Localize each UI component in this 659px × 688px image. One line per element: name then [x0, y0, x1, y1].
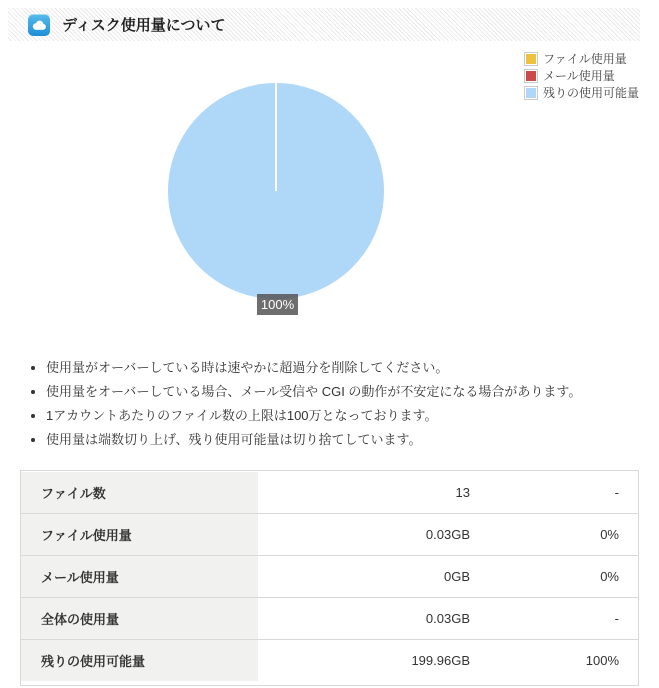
table-row	[21, 513, 638, 555]
row-label: メール使用量	[21, 556, 258, 597]
usage-note: • 使用量は端数切り上げ、残り使用可能量は切り捨てしています。	[46, 428, 581, 452]
row-label: 残りの使用可能量	[21, 640, 258, 681]
legend-item-label: 残りの使用可能量	[543, 86, 640, 100]
row-value: 0.03GB	[425, 611, 470, 626]
row-percent: 0%	[600, 527, 619, 542]
row-value: 0GB	[443, 569, 470, 584]
row-percent: 0%	[600, 569, 619, 584]
table-row	[21, 639, 638, 681]
table-row	[21, 472, 638, 513]
row-label: 全体の使用量	[21, 598, 258, 639]
row-label: ファイル使用量	[21, 514, 258, 555]
legend-item-label: ファイル使用量	[543, 52, 627, 66]
pie-slice-label: 100%	[257, 294, 298, 315]
legend-swatch	[524, 86, 538, 100]
table-row	[21, 597, 638, 639]
row-label: ファイル数	[21, 472, 258, 513]
legend-item	[524, 67, 639, 84]
row-percent: -	[614, 485, 619, 500]
row-value: 0.03GB	[425, 527, 470, 542]
disk-usage-table	[20, 470, 639, 686]
usage-notes-list	[28, 356, 581, 452]
legend-item	[524, 84, 639, 101]
legend-swatch	[524, 69, 538, 83]
usage-note: • 使用量がオーバーしている時は速やかに超過分を削除してください。	[46, 356, 581, 380]
page-title: ディスク使用量について	[62, 17, 226, 34]
usage-note: • 使用量をオーバーしている場合、メール受信や CGI の動作が不安定になる場合があります。	[46, 380, 581, 404]
legend-swatch	[524, 52, 538, 66]
table-row	[21, 555, 638, 597]
chart-legend	[524, 50, 639, 101]
row-percent: -	[614, 611, 619, 626]
row-value: 13	[455, 485, 470, 500]
legend-item	[524, 50, 639, 67]
legend-item-label: メール使用量	[543, 69, 615, 83]
row-percent: 100%	[585, 653, 619, 668]
row-value: 199.96GB	[411, 653, 470, 668]
usage-note: • 1アカウントあたりのファイル数の上限は100万となっております。	[46, 404, 581, 428]
